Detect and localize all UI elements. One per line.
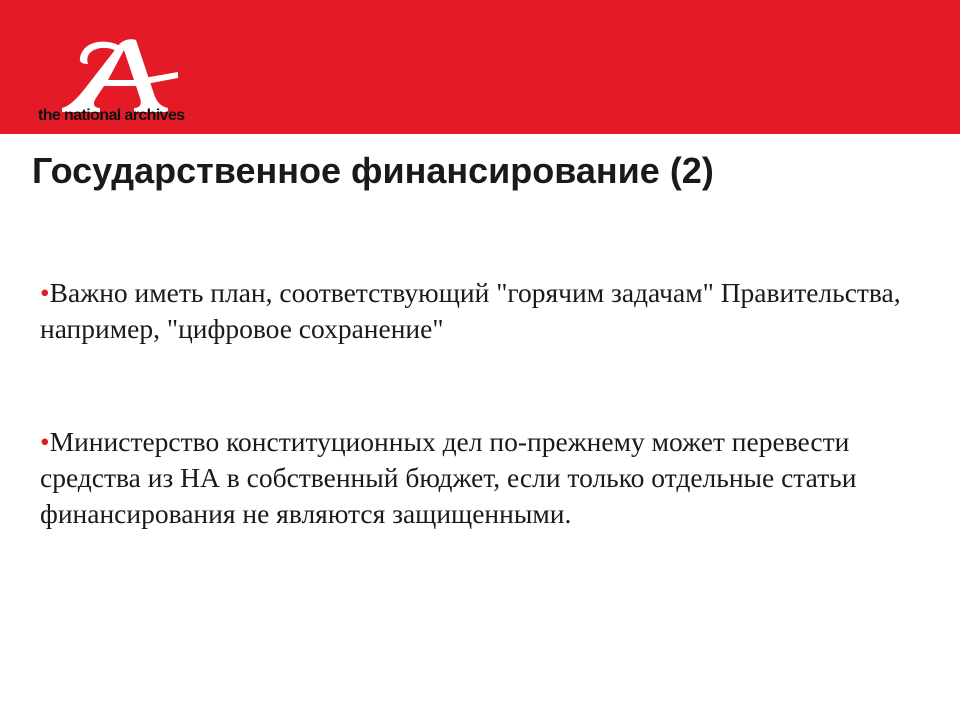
- header-band: [0, 0, 960, 134]
- bullet-marker: •: [40, 426, 50, 457]
- bullet-text: Министерство конституционных дел по-прежнему может перевести средства из НА в собственный бюджет, если только отдельные статьи финансирования не являются защищенными.: [40, 426, 857, 529]
- logo-wordmark: the national archives: [38, 107, 185, 124]
- bullet-list: [40, 275, 920, 532]
- slide-title: Государственное финансирование (2): [32, 150, 714, 191]
- bullet-item: [40, 275, 920, 347]
- bullet-item: [40, 424, 920, 532]
- national-archives-logo: [38, 36, 198, 128]
- bullet-text: Важно иметь план, соответствующий "горячим задачам" Правительства, например, "цифровое сохранение": [40, 277, 901, 344]
- logo-letter-a-icon: [60, 36, 182, 112]
- bullet-marker: •: [40, 277, 50, 308]
